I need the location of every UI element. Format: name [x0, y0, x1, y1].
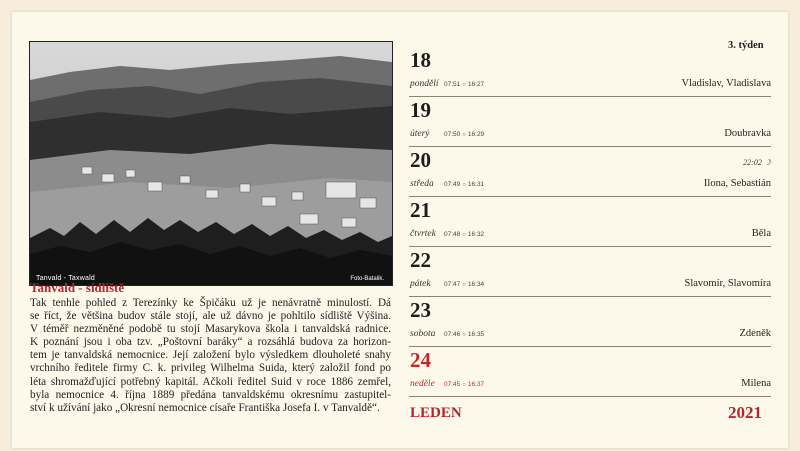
- name-day: Ilona, Sebastián: [703, 178, 771, 189]
- weekday-label: pondělí: [410, 79, 439, 89]
- weekday-label: čtvrtek: [410, 229, 436, 239]
- sun-circle-icon: ○: [462, 382, 466, 388]
- name-day: Běla: [751, 228, 771, 239]
- sun-times: [444, 281, 484, 288]
- sun-times: [444, 331, 484, 338]
- article-line: V téměř nezměněné podobě tu stojí Masarykova škola i tanvaldská radnice.: [30, 323, 391, 336]
- sun-times: [444, 231, 484, 238]
- photo-caption-place: Tanvald - Taxwald: [36, 275, 95, 282]
- name-day: Slavomír, Slavomíra: [684, 278, 771, 289]
- sun-circle-icon: ○: [462, 232, 466, 238]
- sun-times: [444, 381, 484, 388]
- weekday-label: středa: [410, 179, 434, 189]
- sunrise-time: 07:51: [444, 81, 461, 88]
- day-row-sunday: [409, 348, 771, 397]
- sun-circle-icon: ○: [462, 282, 466, 288]
- article-line: tem je tanvaldská nemocnice. Její založení bylo výsledkem dlouholeté snahy: [30, 349, 391, 362]
- weekday-label: úterý: [410, 129, 430, 139]
- sunset-time: 16:32: [467, 231, 485, 238]
- week-number: 3. týden: [728, 40, 764, 51]
- name-day: Doubravka: [724, 128, 771, 139]
- sunset-time: 16:37: [467, 381, 485, 388]
- article-line: K poznání jsou i oba tzv. „Poštovní baráky“ a rozsáhlá budova za horizon-: [30, 336, 391, 349]
- day-row-tuesday: [409, 98, 771, 147]
- article-line: Tak tenhle pohled z Terezínky ke Špičáku už je nenávratně minulostí. Dá: [30, 297, 391, 309]
- weekday-label: neděle: [410, 379, 435, 389]
- sun-circle-icon: ○: [462, 332, 466, 338]
- name-day: Vladislav, Vladislava: [681, 78, 771, 89]
- day-number: 20: [410, 148, 431, 172]
- day-row-friday: [409, 248, 771, 297]
- calendar-page: [12, 12, 788, 448]
- sunrise-time: 07:48: [444, 231, 461, 238]
- weekday-label: pátek: [410, 279, 431, 289]
- photo-caption-credit: Foto-Batalik.: [350, 276, 384, 282]
- sunset-time: 16:29: [467, 131, 485, 138]
- article-line: ství k užívání jako „Okresní nemocnice císaře Františka Josefa I. v Tanvaldě“.: [30, 401, 380, 414]
- day-number: 24: [410, 348, 431, 372]
- article-line: vrchního ředitele firmy C. k. privileg Wilhelma Suida, který založil fond po: [30, 362, 391, 375]
- sunset-time: 16:31: [467, 181, 485, 188]
- sunrise-time: 07:45: [444, 381, 461, 388]
- day-row-wednesday: [409, 148, 771, 197]
- sun-times: [444, 81, 484, 88]
- historic-photo: [29, 41, 393, 286]
- article-line: léta shromažďující potřebný kapitál. Ačkoli ředitel Suid v roce 1886 zemřel,: [30, 375, 391, 388]
- sunrise-time: 07:46: [444, 331, 461, 338]
- sunrise-time: 07:47: [444, 281, 461, 288]
- sunset-time: 16:27: [467, 81, 485, 88]
- day-number: 19: [410, 98, 431, 122]
- sunset-time: 16:35: [467, 331, 485, 338]
- day-number: 23: [410, 298, 431, 322]
- day-number: 21: [410, 198, 431, 222]
- moon-phase: 22:02 ☽: [743, 158, 771, 167]
- day-row-thursday: [409, 198, 771, 247]
- sun-times: [444, 181, 484, 188]
- article-line: se říct, že většina budov stále stojí, ale už dávno je pohltilo sídliště Výšina.: [30, 310, 391, 323]
- article-title: Tanvald - sídliště: [30, 280, 125, 295]
- day-number: 18: [410, 48, 431, 72]
- name-day: Milena: [741, 378, 771, 389]
- month-label: LEDEN: [410, 405, 462, 421]
- sun-circle-icon: ○: [462, 82, 466, 88]
- article-body: [30, 297, 391, 415]
- day-number: 22: [410, 248, 431, 272]
- name-day: Zdeněk: [739, 328, 771, 339]
- sun-circle-icon: ○: [462, 132, 466, 138]
- year-label: 2021: [728, 403, 762, 422]
- weekday-label: sobota: [410, 329, 436, 339]
- sunset-time: 16:34: [467, 281, 485, 288]
- sun-times: [444, 131, 484, 138]
- sun-circle-icon: ○: [462, 182, 466, 188]
- day-row-monday: [409, 48, 771, 97]
- article-line: byla nemocnice 4. října 1889 předána tanvaldskému okresnímu zastupitel-: [30, 388, 391, 401]
- day-row-saturday: [409, 298, 771, 347]
- sunrise-time: 07:49: [444, 181, 461, 188]
- sunrise-time: 07:50: [444, 131, 461, 138]
- photo-landscape: [30, 42, 392, 285]
